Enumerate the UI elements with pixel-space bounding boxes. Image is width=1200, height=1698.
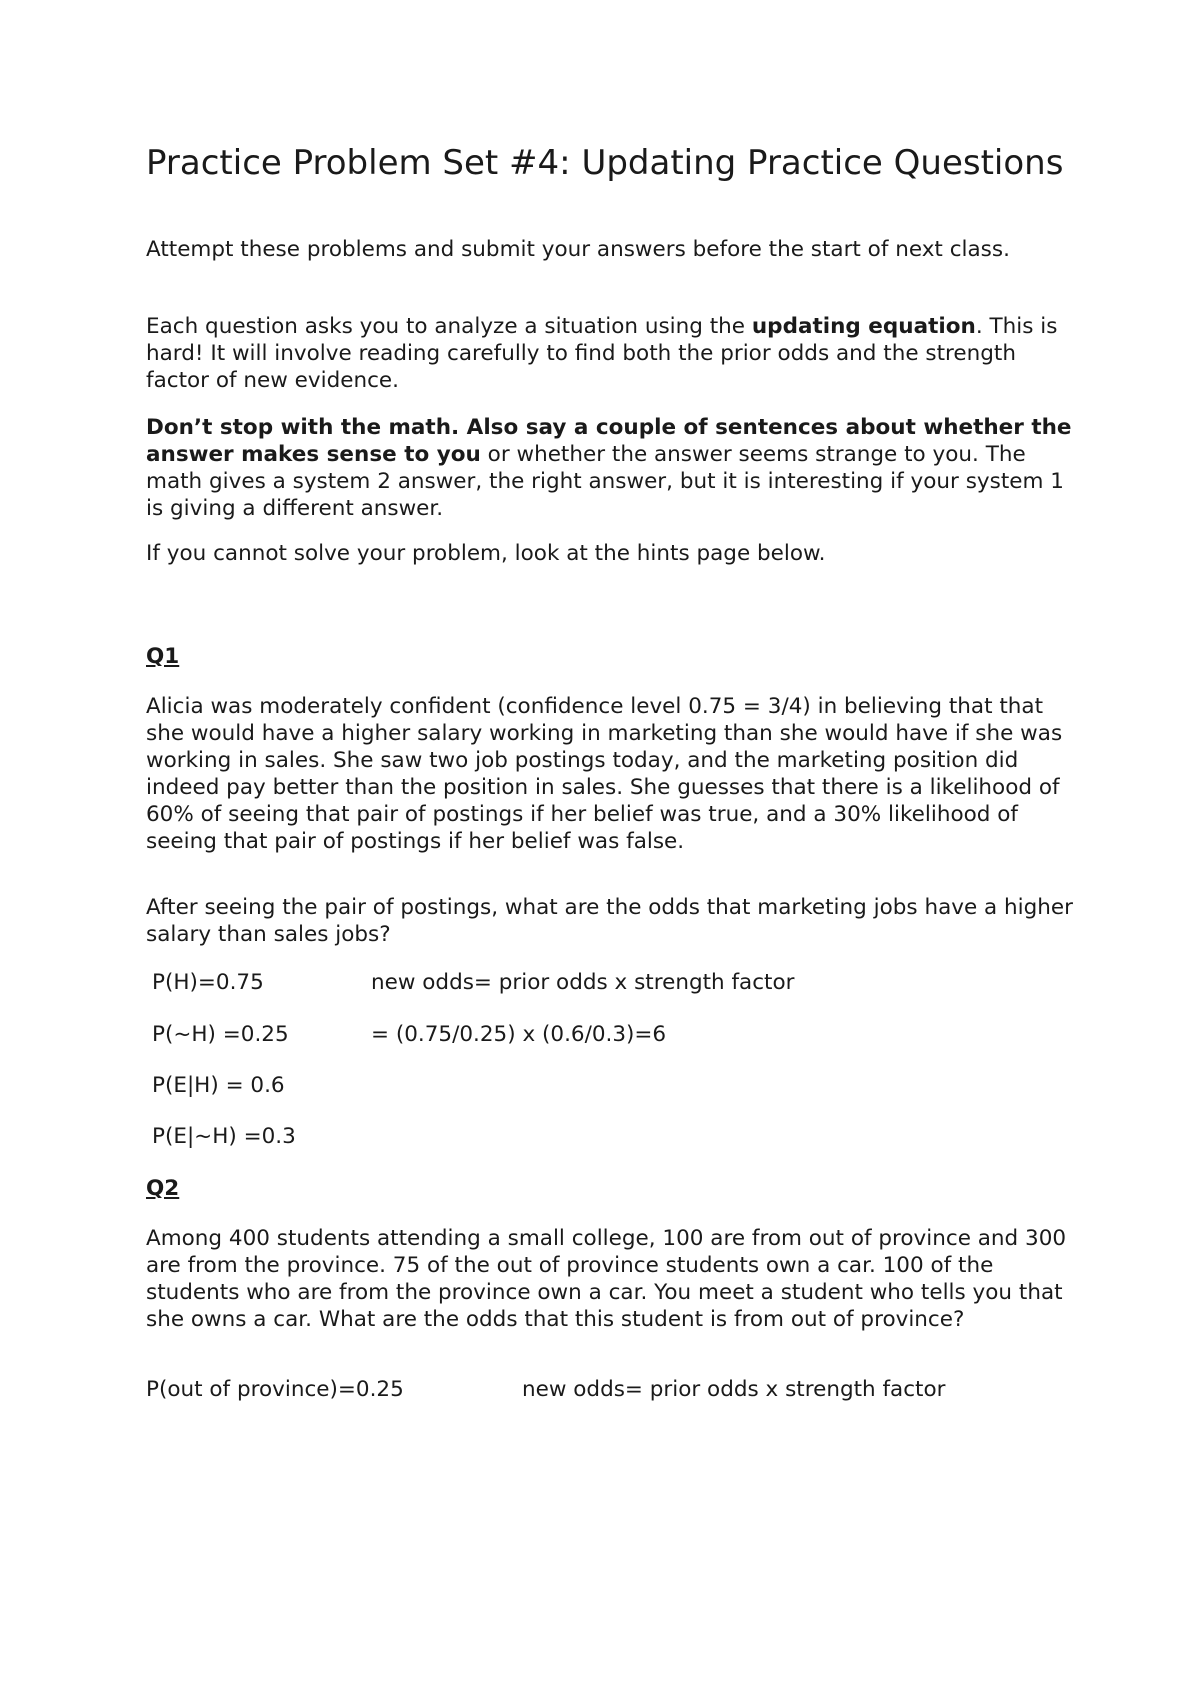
- q2-body: Among 400 students attending a small college, 100 are from out of province and 300 are from the province. 75 of the out of province students own a car. 100 of the students who are from the province own a car. You meet a student who tells you that she owns a car. What are the odds that this student is from out of province?: [146, 1226, 1067, 1332]
- intro-dont-stop: [146, 414, 1076, 522]
- intro-attempt: Attempt these problems and submit your answers before the start of next class.: [146, 237, 1010, 262]
- q1-question: After seeing the pair of postings, what are the odds that marketing jobs have a higher salary than sales jobs?: [146, 895, 1073, 947]
- q1-calc-result: = (0.75/0.25) x (0.6/0.3)=6: [371, 1022, 667, 1047]
- q2-heading: Q2: [146, 1176, 180, 1201]
- intro-hints: If you cannot solve your problem, look at the hints page below.: [146, 541, 826, 566]
- q2-calc-prior: P(out of province)=0.25: [146, 1377, 404, 1402]
- q1-calc-p-e-given-not-h: P(E|~H) =0.3: [152, 1124, 296, 1149]
- page-title: Practice Problem Set #4: Updating Practice Questions: [146, 143, 1064, 183]
- intro-each-question: [146, 313, 1076, 394]
- q1-calc-formula: new odds= prior odds x strength factor: [371, 970, 795, 995]
- intro-each-question-pre: Each question asks you to analyze a situation using the: [146, 314, 752, 339]
- q2-calc-formula: new odds= prior odds x strength factor: [522, 1377, 946, 1402]
- dont-stop-bold: Don’t stop with the math. Also say a couple of sentences about whether the answer makes sense to you: [146, 415, 1072, 467]
- intro-each-question-post: . This is hard! It will involve reading carefully to find both the prior odds and the strength factor of new evidence.: [146, 314, 1058, 393]
- dont-stop-post: or whether the answer seems strange to you. The math gives a system 2 answer, the right answer, but it is interesting if your system 1 is giving a different answer.: [146, 442, 1064, 521]
- updating-equation-term: updating equation: [751, 314, 976, 339]
- q1-calc-p-h: P(H)=0.75: [152, 970, 264, 995]
- q1-calc-p-not-h: P(~H) =0.25: [152, 1022, 289, 1047]
- q1-calc-p-e-given-h: P(E|H) = 0.6: [152, 1073, 285, 1098]
- q1-body: Alicia was moderately confident (confidence level 0.75 = 3/4) in believing that that she would have a higher salary working in marketing than she would have if she was working in sales. She saw two job postings today, and the marketing position did indeed pay better than the position in sales. She guesses that there is a likelihood of 60% of seeing that pair of postings if her belief was true, and a 30% likelihood of seeing that pair of postings if her belief was false.: [146, 694, 1063, 854]
- q1-heading: Q1: [146, 644, 180, 669]
